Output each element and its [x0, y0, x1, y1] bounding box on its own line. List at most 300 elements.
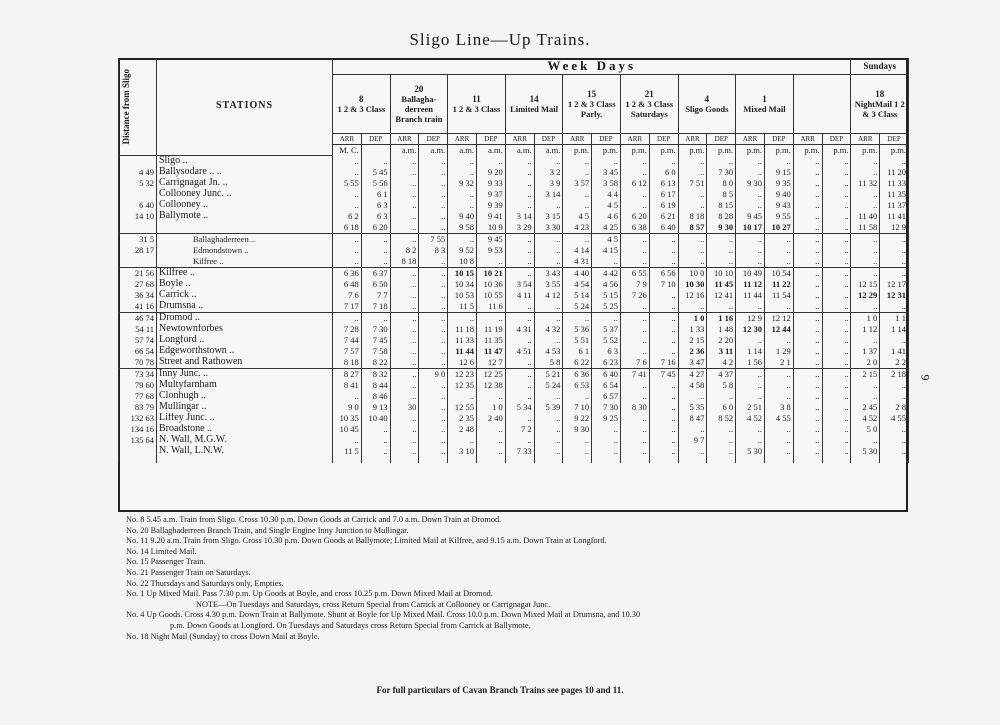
note-line: p.m. Down Goods at Longford. On Tuesdays and Saturdays cross Return Special from Carrick at Ballymote.: [170, 620, 531, 630]
time-cell: 9 37: [476, 189, 505, 200]
time-cell: 10 15: [448, 267, 477, 279]
time-cell: 9 35: [764, 178, 793, 189]
train-label: NightMail 1 2 & 3 Class: [854, 99, 905, 119]
time-cell: ..: [880, 233, 909, 245]
time-cell: 11 44: [448, 346, 477, 357]
time-cell: ..: [736, 435, 765, 446]
time-cell: ..: [880, 301, 909, 313]
time-cell: 7 57: [333, 346, 362, 357]
time-cell: ..: [390, 233, 419, 245]
time-cell: 2 36: [678, 346, 707, 357]
time-cell: ..: [678, 167, 707, 178]
time-cell: 1 1: [880, 312, 909, 324]
time-cell: 8 52: [707, 413, 736, 424]
spacer-cell: [361, 457, 390, 463]
time-unit: p.m.: [822, 145, 851, 156]
time-cell: ..: [592, 155, 621, 167]
time-cell: ..: [822, 446, 851, 457]
time-cell: 9 40: [448, 211, 477, 222]
time-cell: 12 16: [678, 290, 707, 301]
time-cell: ..: [419, 178, 448, 189]
time-cell: 6 56: [649, 267, 678, 279]
time-cell: 8 32: [361, 368, 390, 380]
units-spacer: [361, 145, 390, 156]
time-cell: ..: [448, 435, 477, 446]
train-number: 21: [644, 89, 654, 99]
time-cell: 7 2: [505, 424, 534, 435]
distance-value: 27 68: [119, 279, 157, 290]
station-row: [119, 346, 909, 357]
station-row: [119, 167, 909, 178]
time-cell: ..: [678, 200, 707, 211]
time-cell: 7 17: [333, 301, 362, 313]
time-unit: a.m.: [419, 145, 448, 156]
time-cell: 6 54: [592, 380, 621, 391]
time-cell: ..: [649, 391, 678, 402]
time-cell: ..: [390, 435, 419, 446]
time-cell: ..: [448, 200, 477, 211]
time-cell: ..: [448, 391, 477, 402]
time-cell: ..: [649, 402, 678, 413]
distance-value: 28 17: [119, 245, 157, 256]
time-cell: 9 33: [476, 178, 505, 189]
time-cell: ..: [793, 211, 822, 222]
time-cell: 3 29: [505, 222, 534, 234]
time-cell: ..: [333, 167, 362, 178]
time-cell: ..: [822, 368, 851, 380]
time-cell: ..: [620, 413, 649, 424]
time-cell: ..: [851, 189, 880, 200]
spacer-cell: [333, 457, 362, 463]
station-row: [119, 222, 909, 234]
time-cell: ..: [678, 301, 707, 313]
time-cell: 8 18: [390, 256, 419, 268]
time-unit: a.m.: [505, 145, 534, 156]
time-cell: 4 25: [592, 222, 621, 234]
time-cell: ..: [736, 335, 765, 346]
time-cell: ..: [505, 167, 534, 178]
time-cell: 9 13: [361, 402, 390, 413]
time-cell: 2 40: [476, 413, 505, 424]
time-cell: ..: [563, 200, 592, 211]
time-cell: ..: [419, 391, 448, 402]
time-cell: ..: [419, 256, 448, 268]
train-column-header: [390, 75, 448, 134]
station-row: [119, 424, 909, 435]
distance-value: 6 40: [119, 200, 157, 211]
train-number: 18: [875, 89, 885, 99]
time-cell: 4 56: [592, 279, 621, 290]
train-label: Limited Mail: [510, 104, 559, 114]
time-cell: 8 18: [678, 211, 707, 222]
time-cell: 6 3: [361, 200, 390, 211]
time-cell: ..: [793, 368, 822, 380]
station-row: [119, 211, 909, 222]
time-cell: 11 54: [764, 290, 793, 301]
units-label: M. C.: [333, 145, 362, 156]
distance-value: 66 54: [119, 346, 157, 357]
time-cell: ..: [419, 211, 448, 222]
spacer-cell: [157, 457, 333, 463]
time-cell: 11 5: [333, 446, 362, 457]
train-number: 20: [414, 84, 424, 94]
station-name: N. Wall, L.N.W.: [157, 446, 333, 457]
time-cell: ..: [649, 424, 678, 435]
train-label: Mixed Mail: [743, 104, 786, 114]
time-cell: ..: [764, 446, 793, 457]
time-cell: ..: [764, 155, 793, 167]
time-cell: 4 6: [592, 211, 621, 222]
time-cell: ..: [419, 189, 448, 200]
time-cell: 10 8: [448, 256, 477, 268]
time-cell: 6 40: [649, 222, 678, 234]
time-cell: ..: [390, 167, 419, 178]
time-cell: 4 5: [563, 211, 592, 222]
time-cell: ..: [419, 167, 448, 178]
time-cell: 2 51: [736, 402, 765, 413]
time-cell: ..: [620, 200, 649, 211]
time-unit: p.m.: [620, 145, 649, 156]
time-cell: 7 30: [361, 324, 390, 335]
time-cell: ..: [419, 335, 448, 346]
time-cell: 2 35: [448, 413, 477, 424]
train-label: 1 2 & 3 Class: [337, 104, 386, 114]
time-cell: ..: [390, 155, 419, 167]
time-cell: ..: [333, 312, 362, 324]
time-cell: ..: [822, 357, 851, 369]
time-cell: 2 48: [448, 424, 477, 435]
distance-value: 5 32: [119, 178, 157, 189]
time-cell: ..: [390, 357, 419, 369]
time-cell: ..: [620, 335, 649, 346]
time-cell: ..: [592, 446, 621, 457]
time-cell: ..: [649, 335, 678, 346]
time-cell: 2 20: [707, 335, 736, 346]
time-cell: 5 34: [505, 402, 534, 413]
distance-value: 134 16: [119, 424, 157, 435]
time-cell: 6 40: [592, 368, 621, 380]
train-column-header: [563, 75, 621, 134]
time-cell: ..: [793, 245, 822, 256]
time-cell: 5 15: [592, 290, 621, 301]
distance-value: 135 64: [119, 435, 157, 446]
time-cell: ..: [764, 335, 793, 346]
time-cell: 10 35: [333, 413, 362, 424]
time-cell: 9 30: [736, 178, 765, 189]
time-cell: ..: [793, 167, 822, 178]
time-cell: ..: [592, 256, 621, 268]
time-cell: ..: [620, 324, 649, 335]
time-cell: ..: [822, 335, 851, 346]
time-cell: ..: [620, 391, 649, 402]
time-cell: 11 47: [476, 346, 505, 357]
time-cell: ..: [764, 391, 793, 402]
spacer-cell: [534, 457, 563, 463]
train-label: 1 2 & 3 Class Parly.: [567, 99, 616, 119]
time-cell: 6 48: [333, 279, 362, 290]
time-cell: 4 2: [707, 357, 736, 369]
time-cell: 5 8: [707, 380, 736, 391]
time-cell: 7 26: [620, 290, 649, 301]
time-cell: ..: [534, 245, 563, 256]
time-cell: ..: [361, 155, 390, 167]
train-label: 1 2 & 3 Class: [452, 104, 501, 114]
time-cell: 7 10: [563, 402, 592, 413]
time-cell: 30: [390, 402, 419, 413]
spacer-cell: [649, 457, 678, 463]
time-cell: ..: [707, 424, 736, 435]
time-cell: 6 3: [592, 346, 621, 357]
time-cell: ..: [851, 155, 880, 167]
time-cell: ..: [880, 245, 909, 256]
station-row: [119, 446, 909, 457]
time-cell: ..: [505, 189, 534, 200]
time-cell: ..: [390, 346, 419, 357]
dep-label: DEP: [764, 134, 793, 145]
time-cell: ..: [649, 446, 678, 457]
time-cell: 7 44: [333, 335, 362, 346]
time-cell: ..: [822, 279, 851, 290]
notes: [126, 515, 916, 642]
time-cell: ..: [361, 424, 390, 435]
time-cell: ..: [822, 267, 851, 279]
time-cell: ..: [361, 312, 390, 324]
time-cell: ..: [822, 413, 851, 424]
time-cell: ..: [880, 256, 909, 268]
time-unit: a.m.: [476, 145, 505, 156]
station-name: Mullingar ..: [157, 402, 333, 413]
time-cell: ..: [707, 233, 736, 245]
time-cell: ..: [707, 446, 736, 457]
station-row: [119, 200, 909, 211]
time-cell: ..: [793, 413, 822, 424]
time-cell: 10 34: [448, 279, 477, 290]
time-cell: ..: [534, 233, 563, 245]
time-cell: ..: [419, 402, 448, 413]
station-row: [119, 368, 909, 380]
time-cell: ..: [736, 301, 765, 313]
distance-value: 21 56: [119, 267, 157, 279]
time-cell: 1 0: [476, 402, 505, 413]
time-cell: ..: [822, 256, 851, 268]
time-cell: ..: [505, 301, 534, 313]
time-cell: 3 14: [534, 189, 563, 200]
week-days-header: Week Days: [333, 58, 851, 75]
time-cell: ..: [563, 189, 592, 200]
arr-label: ARR: [620, 134, 649, 145]
time-cell: 7 9: [620, 279, 649, 290]
time-cell: 7 45: [361, 335, 390, 346]
time-cell: ..: [333, 435, 362, 446]
time-cell: 4 53: [534, 346, 563, 357]
spacer-cell: [419, 457, 448, 463]
time-cell: 11 18: [448, 324, 477, 335]
time-cell: ..: [361, 233, 390, 245]
time-cell: ..: [620, 301, 649, 313]
time-cell: ..: [505, 256, 534, 268]
time-cell: ..: [851, 267, 880, 279]
distance-value: [119, 256, 157, 268]
note-line: No. 1 Up Mixed Mail. Pass 7.30 p.m. Up Goods at Boyle, and cross 10.25 p.m. Down Mixed Mail at Dromod.: [126, 589, 493, 599]
time-cell: ..: [649, 435, 678, 446]
time-cell: ..: [649, 155, 678, 167]
time-cell: ..: [822, 211, 851, 222]
time-cell: ..: [822, 245, 851, 256]
time-cell: 1 14: [736, 346, 765, 357]
time-cell: ..: [793, 189, 822, 200]
time-cell: 4 15: [592, 245, 621, 256]
time-cell: 6 38: [620, 222, 649, 234]
time-cell: ..: [448, 189, 477, 200]
time-cell: 8 27: [333, 368, 362, 380]
time-unit: p.m.: [707, 145, 736, 156]
time-cell: 11 41: [880, 211, 909, 222]
time-cell: 7 7: [361, 290, 390, 301]
time-cell: ..: [333, 391, 362, 402]
time-cell: 12 17: [880, 279, 909, 290]
time-cell: ..: [534, 446, 563, 457]
time-cell: 6 3: [361, 211, 390, 222]
spacer-cell: [793, 457, 822, 463]
time-cell: ..: [534, 391, 563, 402]
note-line: No. 20 Ballaghaderreen Branch Train, and Single Engine Inny Junction to Mullingar.: [126, 525, 409, 535]
time-cell: ..: [361, 245, 390, 256]
train-number: 4: [704, 94, 710, 104]
time-cell: 10 30: [678, 279, 707, 290]
time-cell: 6 21: [649, 211, 678, 222]
note-line: No. 8 5.45 a.m. Train from Sligo. Cross 10.30 p.m. Down Goods at Carrick and 7.0 a.m. Down Train at Dromod.: [126, 515, 502, 524]
time-cell: ..: [764, 233, 793, 245]
time-cell: ..: [620, 245, 649, 256]
station-name: Street and Rathowen: [157, 357, 333, 369]
time-cell: ..: [880, 155, 909, 167]
time-cell: ..: [419, 279, 448, 290]
time-cell: 9 0: [419, 368, 448, 380]
time-cell: ..: [678, 155, 707, 167]
time-cell: 12 44: [764, 324, 793, 335]
spacer-cell: [390, 457, 419, 463]
time-cell: ..: [333, 189, 362, 200]
time-cell: 4 37: [707, 368, 736, 380]
time-cell: ..: [505, 267, 534, 279]
time-cell: 4 32: [534, 324, 563, 335]
time-cell: 4 58: [678, 380, 707, 391]
station-name: Carrick ..: [157, 290, 333, 301]
time-cell: 8 2: [390, 245, 419, 256]
time-cell: 5 52: [592, 335, 621, 346]
train-column-header: [678, 75, 736, 134]
note-line: No. 4 Up Goods. Cross 4.30 p.m. Down Train at Ballymote. Shunt at Boyle for Up Mixed Mail. Cross 10.0 p.m. Down Mixed Mail at Drumsna, and 10.30: [126, 610, 641, 620]
spacer-cell: [476, 457, 505, 463]
time-cell: 10 54: [764, 267, 793, 279]
time-cell: ..: [476, 435, 505, 446]
time-cell: ..: [880, 435, 909, 446]
dep-label: DEP: [419, 134, 448, 145]
time-cell: 2 15: [851, 368, 880, 380]
arr-label: ARR: [448, 134, 477, 145]
time-cell: ..: [361, 435, 390, 446]
time-cell: 12 29: [851, 290, 880, 301]
arr-label: ARR: [851, 134, 880, 145]
footer-note: For full particulars of Cavan Branch Trains see pages 10 and 11.: [376, 685, 624, 695]
time-cell: 4 42: [592, 267, 621, 279]
time-cell: ..: [736, 189, 765, 200]
time-cell: 2 18: [880, 368, 909, 380]
time-cell: ..: [419, 380, 448, 391]
time-cell: 5 14: [563, 290, 592, 301]
time-cell: ..: [793, 155, 822, 167]
time-cell: ..: [649, 413, 678, 424]
time-cell: 1 33: [678, 324, 707, 335]
time-cell: 10 10: [707, 267, 736, 279]
time-cell: 6 23: [592, 357, 621, 369]
time-cell: ..: [764, 245, 793, 256]
time-cell: 9 32: [448, 178, 477, 189]
time-cell: ..: [822, 233, 851, 245]
time-cell: ..: [534, 435, 563, 446]
time-cell: ..: [736, 245, 765, 256]
time-cell: 10 21: [476, 267, 505, 279]
spacer-cell: [505, 457, 534, 463]
spacer-cell: [764, 457, 793, 463]
time-cell: 3 10: [448, 446, 477, 457]
time-cell: ..: [534, 256, 563, 268]
time-cell: ..: [822, 312, 851, 324]
station-name: Edgeworthstown ..: [157, 346, 333, 357]
time-cell: 7 18: [361, 301, 390, 313]
time-cell: 10 53: [448, 290, 477, 301]
distance-value: 70 78: [119, 357, 157, 369]
time-cell: 9 58: [448, 222, 477, 234]
time-cell: 3 11: [707, 346, 736, 357]
time-cell: ..: [764, 368, 793, 380]
time-cell: ..: [419, 346, 448, 357]
time-cell: 7 30: [592, 402, 621, 413]
time-cell: ..: [505, 391, 534, 402]
time-cell: 5 37: [592, 324, 621, 335]
station-row: [119, 189, 909, 200]
time-cell: ..: [649, 256, 678, 268]
time-cell: ..: [534, 155, 563, 167]
time-cell: 3 30: [534, 222, 563, 234]
time-cell: ..: [505, 335, 534, 346]
time-cell: 4 55: [764, 413, 793, 424]
arr-label: ARR: [678, 134, 707, 145]
time-cell: ..: [419, 222, 448, 234]
time-cell: ..: [880, 335, 909, 346]
spacer-cell: [880, 457, 909, 463]
station-name: Collooney ..: [157, 200, 333, 211]
time-cell: 8 5: [707, 189, 736, 200]
time-cell: 12 31: [880, 290, 909, 301]
train-number: 1: [762, 94, 767, 104]
time-cell: 12 9: [736, 312, 765, 324]
time-cell: ..: [822, 178, 851, 189]
time-cell: 1 29: [764, 346, 793, 357]
time-cell: ..: [476, 424, 505, 435]
time-cell: 8 41: [333, 380, 362, 391]
time-cell: ..: [419, 357, 448, 369]
train-column-header: [448, 75, 506, 134]
arr-label: ARR: [333, 134, 362, 145]
train-column-header: [736, 75, 794, 134]
time-unit: a.m.: [534, 145, 563, 156]
time-cell: 12 23: [448, 368, 477, 380]
time-cell: ..: [793, 391, 822, 402]
time-cell: ..: [390, 301, 419, 313]
time-cell: 5 0: [851, 424, 880, 435]
time-cell: 6 1: [563, 346, 592, 357]
